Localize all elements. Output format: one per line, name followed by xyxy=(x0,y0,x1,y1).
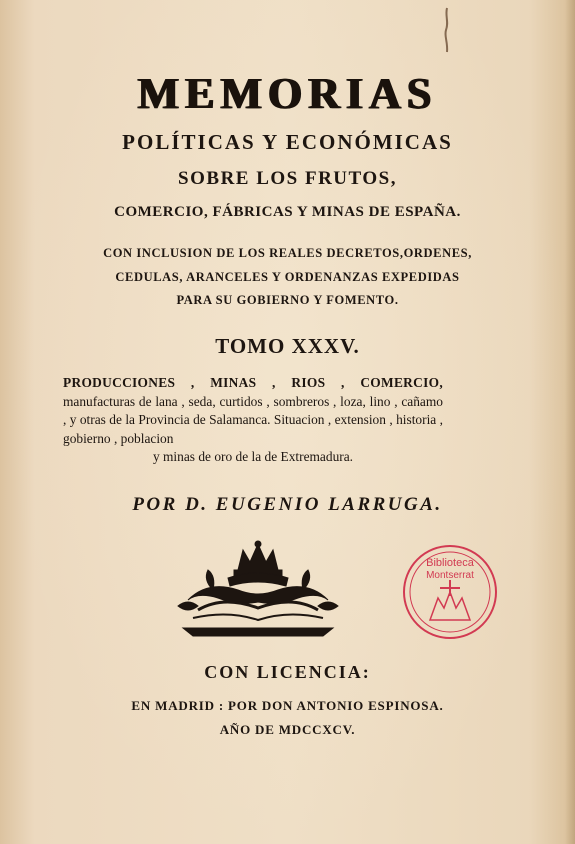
description-lead: PRODUCCIONES , MINAS , RIOS , COMERCIO, xyxy=(63,375,443,390)
author-line: POR D. EUGENIO LARRUGA. xyxy=(132,494,443,515)
inclusion-line-2: CEDULAS, ARANCELES Y ORDENANZAS EXPEDIDAS xyxy=(115,270,460,284)
licence-line: CON LICENCIA: xyxy=(204,662,371,682)
inclusion-line-3: PARA SU GOBIERNO Y FOMENTO. xyxy=(176,293,399,307)
book-title: MEMORIAS xyxy=(137,69,438,118)
stamp-line-1: Biblioteca xyxy=(426,557,474,569)
ink-mark-icon xyxy=(440,6,454,54)
inclusion-line-1: CON INCLUSION DE LOS REALES DECRETOS,ORDENES, xyxy=(103,246,472,260)
printer-line: EN MADRID : POR DON ANTONIO ESPINOSA. xyxy=(131,698,444,713)
subtitle-comercio: COMERCIO, FÁBRICAS Y MINAS DE ESPAÑA. xyxy=(114,204,461,220)
volume-number: TOMO XXXV. xyxy=(215,334,360,358)
library-stamp-icon xyxy=(400,542,500,642)
page-edge-shadow xyxy=(565,0,575,844)
description-last-line: y minas de oro de la de Extremadura. xyxy=(152,449,354,464)
crown-vignette-icon xyxy=(168,540,348,645)
volume-description xyxy=(63,374,443,467)
subtitle-frutos: SOBRE LOS FRUTOS, xyxy=(178,168,397,189)
description-body: manufacturas de lana , seda, curtidos , sombreros , loza, lino , cañamo , y otras de la Provincia de Salamanca. Situacion , extension , historia , gobierno , poblacion xyxy=(63,393,443,446)
year-line: AÑO DE MDCCXCV. xyxy=(219,722,356,737)
stamp-line-2: Montserrat xyxy=(426,570,474,581)
subtitle-politicas: POLÍTICAS Y ECONÓMICAS xyxy=(122,130,453,154)
